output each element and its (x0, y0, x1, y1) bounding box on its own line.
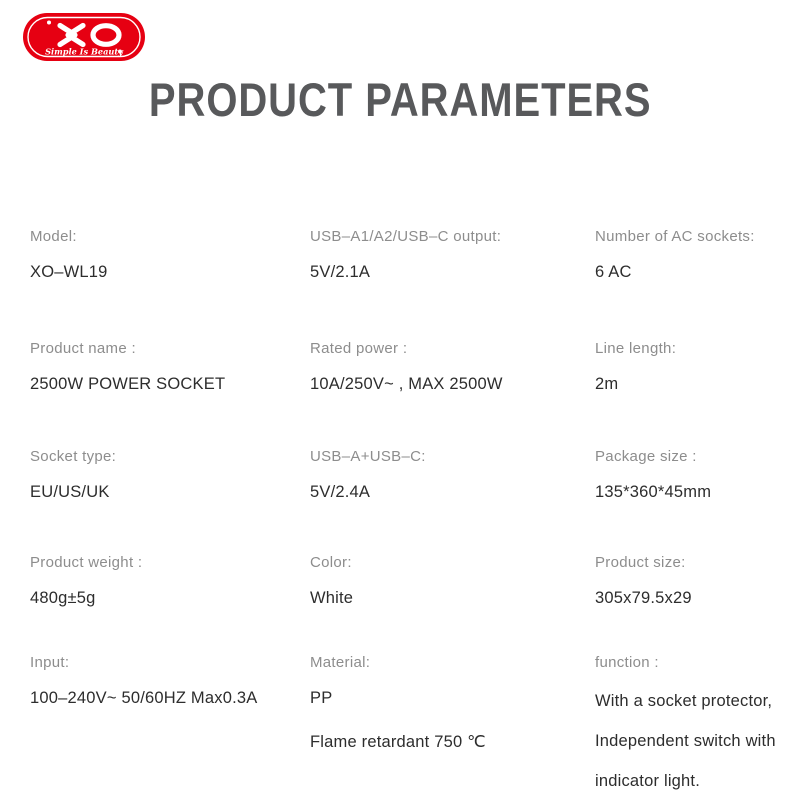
param-cell-product-name (30, 339, 310, 447)
param-value: White (310, 589, 354, 607)
param-cell-color (310, 553, 595, 653)
param-cell-input (30, 653, 310, 793)
param-value: 10A/250V~ , MAX 2500W (310, 375, 503, 393)
param-label: Material: (310, 654, 371, 671)
param-value: 135*360*45mm (595, 483, 712, 501)
param-label: Socket type: (30, 448, 117, 465)
param-label: Package size : (595, 448, 697, 465)
param-label: Model: (30, 228, 77, 245)
param-label: Product size: (595, 554, 686, 571)
param-label: Product weight : (30, 554, 143, 571)
param-value: EU/US/UK (30, 483, 110, 501)
param-label: Color: (310, 554, 352, 571)
logo-tagline: Simple Is Beauty (45, 46, 123, 57)
xo-logo-icon (22, 11, 146, 63)
param-value: 2500W POWER SOCKET (30, 375, 226, 393)
param-cell-package-size (595, 447, 780, 553)
param-label: Product name : (30, 340, 136, 357)
param-value: Independent switch with (595, 732, 776, 750)
param-label: function : (595, 654, 659, 671)
xo-brand-logo (22, 11, 146, 63)
param-cell-model (30, 227, 310, 339)
param-cell-line-length (595, 339, 780, 447)
param-value: With a socket protector, (595, 692, 773, 710)
param-label: USB–A1/A2/USB–C output: (310, 228, 502, 245)
param-cell-material (310, 653, 595, 793)
param-cell-product-size (595, 553, 780, 653)
param-value: 5V/2.4A (310, 483, 371, 501)
param-value: PP (310, 689, 333, 707)
param-cell-product-weight (30, 553, 310, 653)
page-title: PRODUCT PARAMETERS (148, 74, 652, 127)
param-cell-usb-a-c (310, 447, 595, 553)
param-value: 305x79.5x29 (595, 589, 692, 607)
param-value: 2m (595, 375, 619, 393)
param-label: Input: (30, 654, 70, 671)
param-value: 6 AC (595, 263, 632, 281)
param-cell-ac-sockets (595, 227, 780, 339)
param-cell-usb-output (310, 227, 595, 339)
param-label: Line length: (595, 340, 677, 357)
param-value: XO–WL19 (30, 263, 108, 281)
param-label: USB–A+USB–C: (310, 448, 426, 465)
parameters-grid (30, 227, 780, 793)
param-cell-rated-power (310, 339, 595, 447)
param-value: indicator light. (595, 772, 701, 790)
param-cell-socket-type (30, 447, 310, 553)
param-label: Number of AC sockets: (595, 228, 755, 245)
param-label: Rated power : (310, 340, 408, 357)
param-value: 100–240V~ 50/60HZ Max0.3A (30, 689, 258, 707)
title-row (0, 74, 800, 127)
param-cell-function (595, 653, 780, 793)
param-value: 5V/2.1A (310, 263, 371, 281)
param-value: 480g±5g (30, 589, 96, 607)
param-value: Flame retardant 750 ℃ (310, 733, 486, 751)
